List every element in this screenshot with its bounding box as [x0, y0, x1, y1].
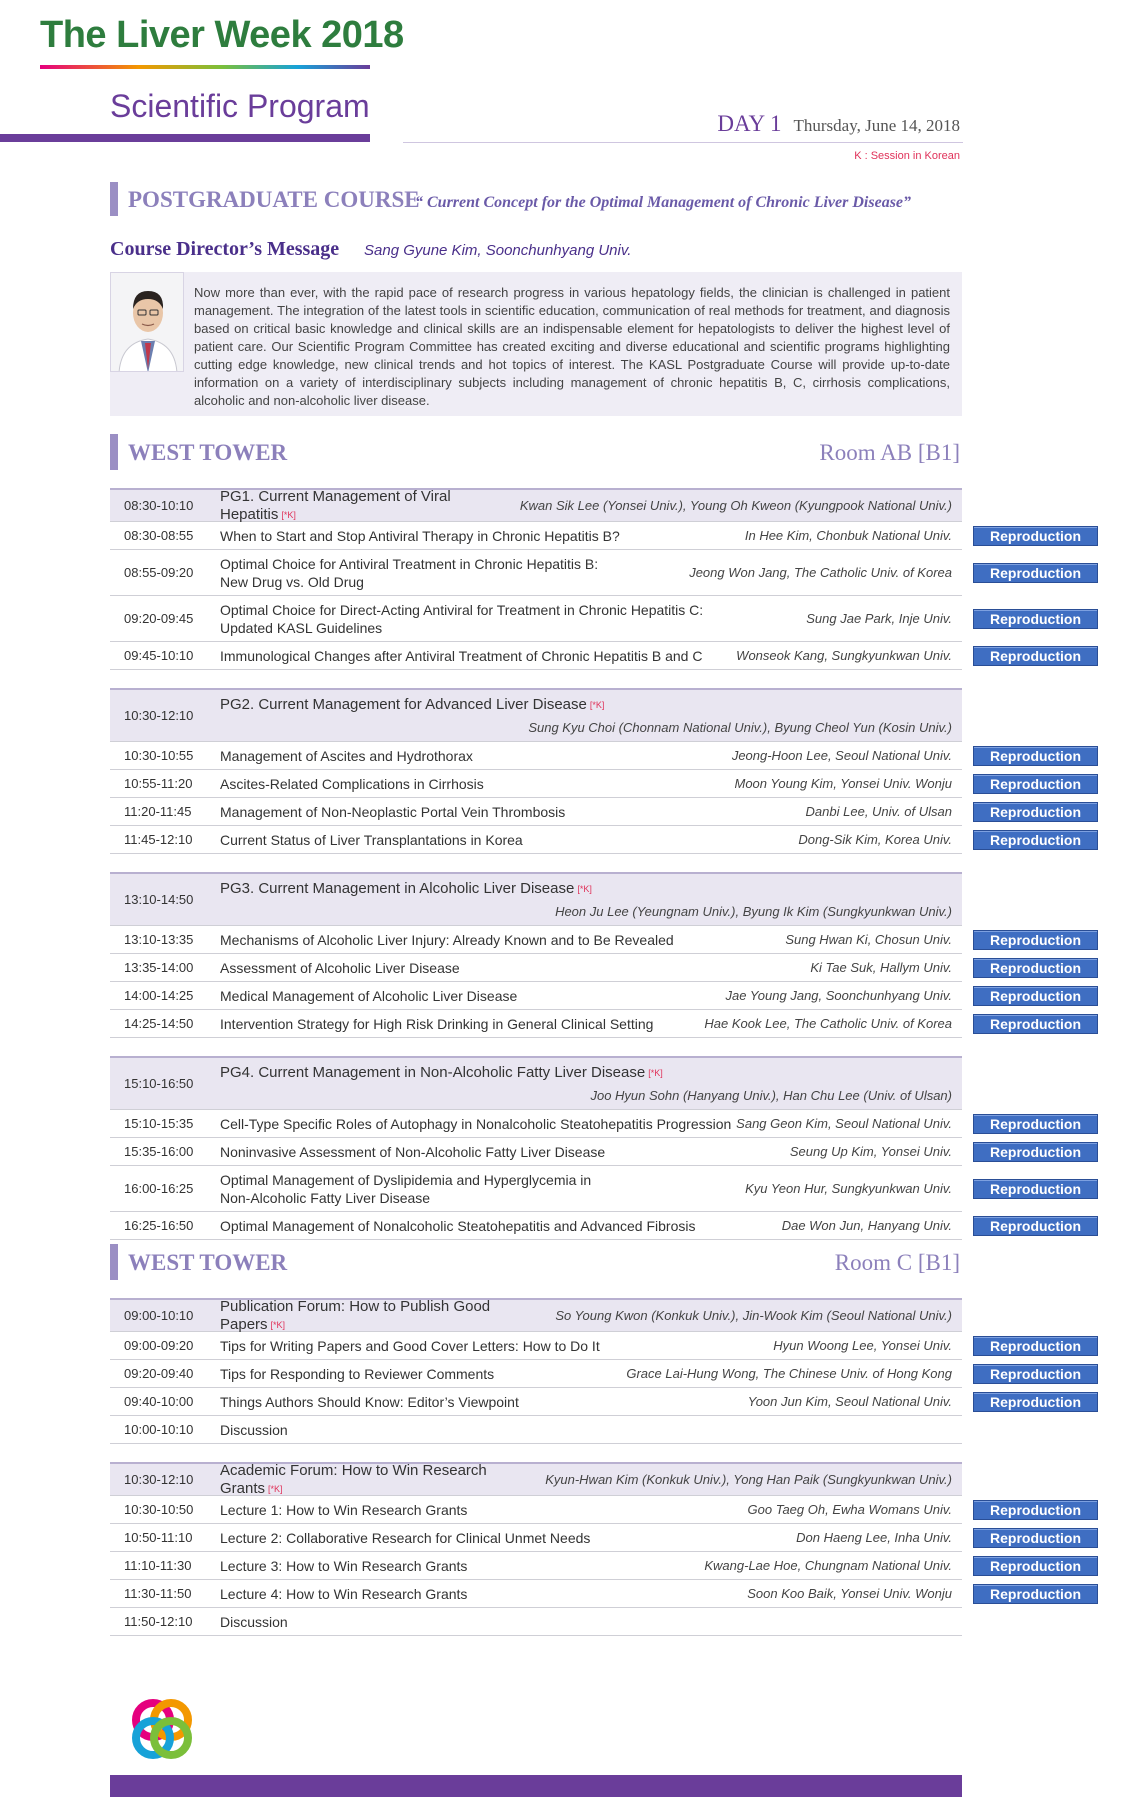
session-header-row — [110, 488, 962, 522]
session-title-text: PG1. Current Management of Viral Hepatitis — [220, 487, 451, 523]
talk-title-text: When to Start and Stop Antiviral Therapy in Chronic Hepatitis B? — [220, 527, 620, 544]
talk-title-text: Immunological Changes after Antiviral Treatment of Chronic Hepatitis B and C — [220, 647, 703, 664]
liver-week-rings-logo-icon — [125, 1692, 199, 1766]
schedule-row — [110, 1166, 1081, 1212]
session-time: 14:00-14:25 — [124, 988, 194, 1003]
reproduction-button[interactable]: Reproduction — [973, 802, 1098, 822]
session-time: 10:30-10:50 — [124, 1502, 194, 1517]
session-chairs: Joo Hyun Sohn (Hanyang Univ.), Han Chu Lee (Univ. of Ulsan) — [590, 1088, 952, 1103]
schedule-table-room-ab — [110, 487, 1081, 1240]
session-title — [220, 488, 520, 524]
talk-title — [220, 1393, 748, 1411]
talk-title-text: Lecture 3: How to Win Research Grants — [220, 1557, 468, 1574]
talk-title — [220, 1529, 796, 1547]
session-time: 11:45-12:10 — [124, 832, 193, 847]
event-brand-title: The Liver Week 2018 — [40, 14, 404, 56]
session-chairs: Kwan Sik Lee (Yonsei Univ.), Young Oh Kweon (Kyungpook National Univ.) — [519, 498, 952, 513]
reproduction-button[interactable]: Reproduction — [973, 1216, 1098, 1236]
talk-title-text: Lecture 4: How to Win Research Grants — [220, 1585, 468, 1602]
speaker: Danbi Lee, Univ. of Ulsan — [805, 804, 952, 819]
session-title-text: Academic Forum: How to Win Research Grants — [220, 1461, 487, 1497]
session-time: 11:20-11:45 — [124, 804, 192, 819]
section-bar — [110, 434, 118, 470]
talk-title-text: Medical Management of Alcoholic Liver Disease — [220, 987, 518, 1004]
postgrad-title: POSTGRADUATE COURSE — [128, 187, 420, 212]
reproduction-button[interactable]: Reproduction — [973, 1336, 1098, 1356]
session-time: 11:10-11:30 — [124, 1558, 192, 1573]
session-time: 09:20-09:40 — [124, 1366, 194, 1381]
session-time: 10:55-11:20 — [124, 776, 193, 791]
session-time: 15:10-15:35 — [124, 1116, 194, 1131]
talk-title-text: Lecture 2: Collaborative Research for Clinical Unmet Needs — [220, 1529, 591, 1546]
speaker: Kwang-Lae Hoe, Chungnam National Univ. — [704, 1558, 952, 1573]
speaker: Sung Jae Park, Inje Univ. — [806, 611, 952, 626]
brand-color-line — [40, 65, 370, 69]
day-label: DAY 1 — [717, 111, 782, 136]
session-chairs: Sung Kyu Choi (Chonnam National Univ.), Byung Cheol Yun (Kosin Univ.) — [528, 720, 952, 735]
reproduction-button[interactable]: Reproduction — [973, 746, 1098, 766]
reproduction-button[interactable]: Reproduction — [973, 1142, 1098, 1162]
reproduction-button[interactable]: Reproduction — [973, 526, 1098, 546]
speaker: Dong-Sik Kim, Korea Univ. — [798, 832, 952, 847]
schedule-row — [110, 1212, 1081, 1240]
session-title — [220, 1064, 952, 1082]
talk-title-text: Assessment of Alcoholic Liver Disease — [220, 959, 460, 976]
korean-session-tag: [*K] — [281, 509, 296, 520]
session-title-text: PG4. Current Management in Non-Alcoholic Fatty Liver Disease — [220, 1064, 646, 1081]
speaker: Don Haeng Lee, Inha Univ. — [796, 1530, 952, 1545]
session-chairs: Kyun-Hwan Kim (Konkuk Univ.), Yong Han Paik (Sungkyunkwan Univ.) — [545, 1472, 952, 1487]
session-title — [220, 880, 952, 898]
schedule-row — [110, 1388, 1081, 1416]
session-time: 16:25-16:50 — [124, 1218, 194, 1233]
talk-title — [220, 647, 736, 665]
schedule-row — [110, 1552, 1081, 1580]
talk-title-text: Lecture 1: How to Win Research Grants — [220, 1501, 468, 1518]
session-time: 11:30-11:50 — [124, 1586, 192, 1601]
talk-title — [220, 1015, 704, 1033]
session-time: 08:55-09:20 — [124, 565, 194, 580]
session-title — [220, 1298, 555, 1334]
speaker: Soon Koo Baik, Yonsei Univ. Wonju — [747, 1586, 952, 1601]
talk-title — [220, 1585, 747, 1603]
talk-title — [220, 1217, 782, 1235]
speaker: Jeong Won Jang, The Catholic Univ. of Korea — [689, 565, 952, 580]
talk-title-text: Management of Ascites and Hydrothorax — [220, 747, 473, 764]
section-bar — [110, 182, 118, 216]
session-title — [220, 696, 952, 714]
reproduction-button[interactable]: Reproduction — [973, 986, 1098, 1006]
korean-session-tag: [*K] — [270, 1319, 286, 1330]
talk-title-text: Intervention Strategy for High Risk Drinking in General Clinical Setting — [220, 1015, 654, 1032]
director-message-text: Now more than ever, with the rapid pace of research progress in various hepatology fields, the clinician is challenged in patient management. The integration of the latest tools in scientific education, communication of real methods for treatment, and diagnosis based on critical basic knowledge and clinical skills are an indispensable element for hepatologists to deliver the highest level of patient care. Our Scientific Program Committee has created exciting and diverse educational and scientific programs highlighting cutting edge knowledge, new clinical trends and hot topics of interest. The KASL Postgraduate Course will provide up-to-date information on a variety of interdisciplinary subjects including management of chronic hepatitis B, C, cirrhosis complications, alcoholic and non-alcoholic liver disease. — [194, 285, 950, 408]
reproduction-button[interactable]: Reproduction — [973, 1584, 1098, 1604]
session-header-row — [110, 1056, 962, 1110]
session-chairs: So Young Kwon (Konkuk Univ.), Jin-Wook Kim (Seoul National Univ.) — [555, 1308, 952, 1323]
schedule-row — [110, 982, 1081, 1010]
reproduction-button[interactable]: Reproduction — [973, 646, 1098, 666]
speaker: Wonseok Kang, Sungkyunkwan Univ. — [736, 648, 952, 663]
session-time: 08:30-08:55 — [124, 528, 194, 543]
schedule-row — [110, 1110, 1081, 1138]
talk-title — [220, 527, 745, 545]
schedule-row — [110, 798, 1081, 826]
reproduction-button[interactable]: Reproduction — [973, 1528, 1098, 1548]
talk-title — [220, 1557, 704, 1575]
reproduction-button[interactable]: Reproduction — [973, 1556, 1098, 1576]
schedule-row — [110, 550, 1081, 596]
session-time: 10:30-10:55 — [124, 748, 194, 763]
director-message-box — [110, 272, 962, 416]
schedule-row — [110, 1608, 962, 1636]
speaker: In Hee Kim, Chonbuk National Univ. — [744, 528, 952, 543]
speaker: Kyu Yeon Hur, Sungkyunkwan Univ. — [745, 1181, 952, 1196]
speaker: Grace Lai-Hung Wong, The Chinese Univ. of Hong Kong — [626, 1366, 952, 1381]
session-header-content — [220, 692, 962, 739]
schedule-row — [110, 1580, 1081, 1608]
talk-title-text: Current Status of Liver Transplantations in Korea — [220, 831, 523, 848]
day-date: Thursday, June 14, 2018 — [793, 116, 960, 135]
reproduction-button[interactable]: Reproduction — [973, 1014, 1098, 1034]
session-chairs: Heon Ju Lee (Yeungnam Univ.), Byung Ik Kim (Sungkyunkwan Univ.) — [555, 904, 952, 919]
speaker: Seung Up Kim, Yonsei Univ. — [789, 1144, 952, 1159]
section-title-west-tower-c: WEST TOWER — [128, 1250, 288, 1275]
session-title-text: Publication Forum: How to Publish Good Papers — [220, 1297, 491, 1333]
speaker: Yoon Jun Kim, Seoul National Univ. — [747, 1394, 952, 1409]
session-time: 09:45-10:10 — [124, 648, 194, 663]
schedule-row — [110, 1524, 1081, 1552]
talk-title — [220, 1365, 626, 1383]
talk-title — [220, 601, 806, 637]
schedule-table-room-c — [110, 1297, 1081, 1636]
session-time: 10:30-12:10 — [124, 1472, 194, 1487]
talk-title — [220, 747, 732, 765]
schedule-row — [110, 1332, 1081, 1360]
reproduction-button[interactable]: Reproduction — [973, 1392, 1098, 1412]
reproduction-button[interactable]: Reproduction — [973, 609, 1098, 629]
speaker: Moon Young Kim, Yonsei Univ. Wonju — [734, 776, 952, 791]
talk-title-text: Optimal Choice for Direct-Acting Antiviral for Treatment in Chronic Hepatitis C: Updated KASL Guidelines — [220, 601, 704, 636]
session-time: 15:35-16:00 — [124, 1144, 194, 1159]
schedule-row — [110, 826, 1081, 854]
speaker: Sang Geon Kim, Seoul National Univ. — [736, 1116, 952, 1131]
schedule-row — [110, 1360, 1081, 1388]
talk-title — [220, 1115, 736, 1133]
talk-title — [220, 1171, 745, 1207]
schedule-row — [110, 926, 1081, 954]
talk-title-text: Tips for Responding to Reviewer Comments — [220, 1365, 495, 1382]
room-label-ab: Room AB [B1] — [819, 440, 960, 465]
session-header-row — [110, 688, 962, 742]
session-time: 09:20-09:45 — [124, 611, 194, 626]
talk-title-text: Ascites-Related Complications in Cirrhosis — [220, 775, 484, 792]
session-time: 13:10-13:35 — [124, 932, 194, 947]
talk-title — [220, 803, 806, 821]
session-time: 14:25-14:50 — [124, 1016, 194, 1031]
schedule-row — [110, 954, 1081, 982]
session-title-text: PG2. Current Management for Advanced Liver Disease — [220, 696, 587, 713]
speaker: Jae Young Jang, Soonchunhyang Univ. — [725, 988, 952, 1003]
message-title: Course Director’s Message — [110, 238, 340, 260]
talk-title-text: Tips for Writing Papers and Good Cover Letters: How to Do It — [220, 1337, 600, 1354]
talk-title — [220, 959, 810, 977]
program-title-underline — [0, 134, 370, 142]
talk-title-text: Mechanisms of Alcoholic Liver Injury: Already Known and to Be Revealed — [220, 931, 674, 948]
speaker: Dae Won Jun, Hanyang Univ. — [781, 1218, 952, 1233]
reproduction-button[interactable]: Reproduction — [973, 563, 1098, 583]
korean-session-tag: [*K] — [589, 700, 605, 710]
talk-title — [220, 831, 798, 849]
talk-title-text: Cell-Type Specific Roles of Autophagy in Nonalcoholic Steatohepatitis Progression — [220, 1115, 732, 1132]
speaker: Sung Hwan Ki, Chosun Univ. — [785, 932, 952, 947]
session-time: 09:00-09:20 — [124, 1338, 194, 1353]
room-label-c: Room C [B1] — [834, 1250, 960, 1275]
talk-title-text: Things Authors Should Know: Editor’s Viewpoint — [220, 1393, 519, 1410]
schedule-row — [110, 742, 1081, 770]
korean-session-tag: [*K] — [577, 884, 592, 894]
speaker: Jeong-Hoon Lee, Seoul National Univ. — [731, 748, 952, 763]
session-header-row — [110, 872, 962, 926]
schedule-row — [110, 770, 1081, 798]
session-title — [220, 1462, 545, 1498]
talk-title-text: Optimal Choice for Antiviral Treatment in Chronic Hepatitis B: New Drug vs. Old Drug — [220, 555, 599, 590]
talk-title-text: Optimal Management of Nonalcoholic Steatohepatitis and Advanced Fibrosis — [220, 1217, 696, 1234]
talk-title — [220, 1337, 773, 1355]
schedule-row — [110, 1496, 1081, 1524]
schedule-row — [110, 1416, 962, 1444]
speaker: Hyun Woong Lee, Yonsei Univ. — [773, 1338, 952, 1353]
session-time: 10:50-11:10 — [124, 1530, 193, 1545]
talk-title — [220, 931, 785, 949]
schedule-row — [110, 596, 1081, 642]
talk-title-text: Discussion — [220, 1613, 288, 1630]
korean-session-tag: [*K] — [648, 1068, 663, 1078]
reproduction-button[interactable]: Reproduction — [973, 774, 1098, 794]
schedule-row — [110, 1010, 1081, 1038]
reproduction-button[interactable]: Reproduction — [973, 930, 1098, 950]
talk-title-text: Management of Non-Neoplastic Portal Vein Thrombosis — [220, 803, 566, 820]
section-bar — [110, 1244, 118, 1280]
speaker: Goo Taeg Oh, Ewha Womans Univ. — [747, 1502, 952, 1517]
session-header-content — [220, 876, 962, 923]
korean-session-tag: [*K] — [268, 1483, 283, 1494]
postgrad-subtitle: “ Current Concept for the Optimal Management of Chronic Liver Disease” — [415, 194, 912, 211]
session-time: 16:00-16:25 — [124, 1181, 194, 1196]
talk-title — [220, 775, 734, 793]
session-header-row — [110, 1462, 962, 1496]
course-director-photo — [110, 272, 184, 372]
section-title-west-tower-ab: WEST TOWER — [128, 440, 288, 465]
program-title: Scientific Program — [110, 88, 370, 124]
footer-bar — [110, 1775, 962, 1797]
session-time: 15:10-16:50 — [124, 1076, 194, 1091]
reproduction-button[interactable]: Reproduction — [973, 958, 1098, 978]
talk-title — [220, 1421, 952, 1439]
talk-title-text: Noninvasive Assessment of Non-Alcoholic Fatty Liver Disease — [220, 1143, 606, 1160]
reproduction-button[interactable]: Reproduction — [973, 1364, 1098, 1384]
speaker: Ki Tae Suk, Hallym Univ. — [810, 960, 952, 975]
session-time: 10:00-10:10 — [124, 1422, 194, 1437]
session-header-content — [220, 1060, 962, 1107]
speaker: Hae Kook Lee, The Catholic Univ. of Korea — [704, 1016, 952, 1031]
message-author: Sang Gyune Kim, Soonchunhyang Univ. — [364, 242, 632, 259]
day-heading — [717, 111, 960, 137]
divider-line — [403, 142, 963, 143]
talk-title-text: Optimal Management of Dyslipidemia and Hyperglycemia in Non-Alcoholic Fatty Liver Disease — [220, 1171, 592, 1206]
talk-title-text: Discussion — [220, 1421, 288, 1438]
reproduction-button[interactable]: Reproduction — [973, 1179, 1098, 1199]
schedule-row — [110, 1138, 1081, 1166]
schedule-row — [110, 522, 1081, 550]
session-time: 13:35-14:00 — [124, 960, 194, 975]
session-time: 08:30-10:10 — [124, 498, 194, 513]
talk-title — [220, 555, 689, 591]
talk-title — [220, 1143, 790, 1161]
talk-title — [220, 987, 726, 1005]
talk-title — [220, 1613, 952, 1631]
session-time: 09:00-10:10 — [124, 1308, 194, 1323]
session-time: 09:40-10:00 — [124, 1394, 194, 1409]
korean-session-note: K : Session in Korean — [854, 150, 960, 162]
session-time: 10:30-12:10 — [124, 708, 194, 723]
reproduction-button[interactable]: Reproduction — [973, 1114, 1098, 1134]
session-header-row — [110, 1298, 962, 1332]
session-title-text: PG3. Current Management in Alcoholic Liver Disease — [220, 880, 575, 897]
schedule-row — [110, 642, 1081, 670]
reproduction-button[interactable]: Reproduction — [973, 830, 1098, 850]
talk-title — [220, 1501, 748, 1519]
session-time: 13:10-14:50 — [124, 892, 194, 907]
session-time: 11:50-12:10 — [124, 1614, 193, 1629]
reproduction-button[interactable]: Reproduction — [973, 1500, 1098, 1520]
